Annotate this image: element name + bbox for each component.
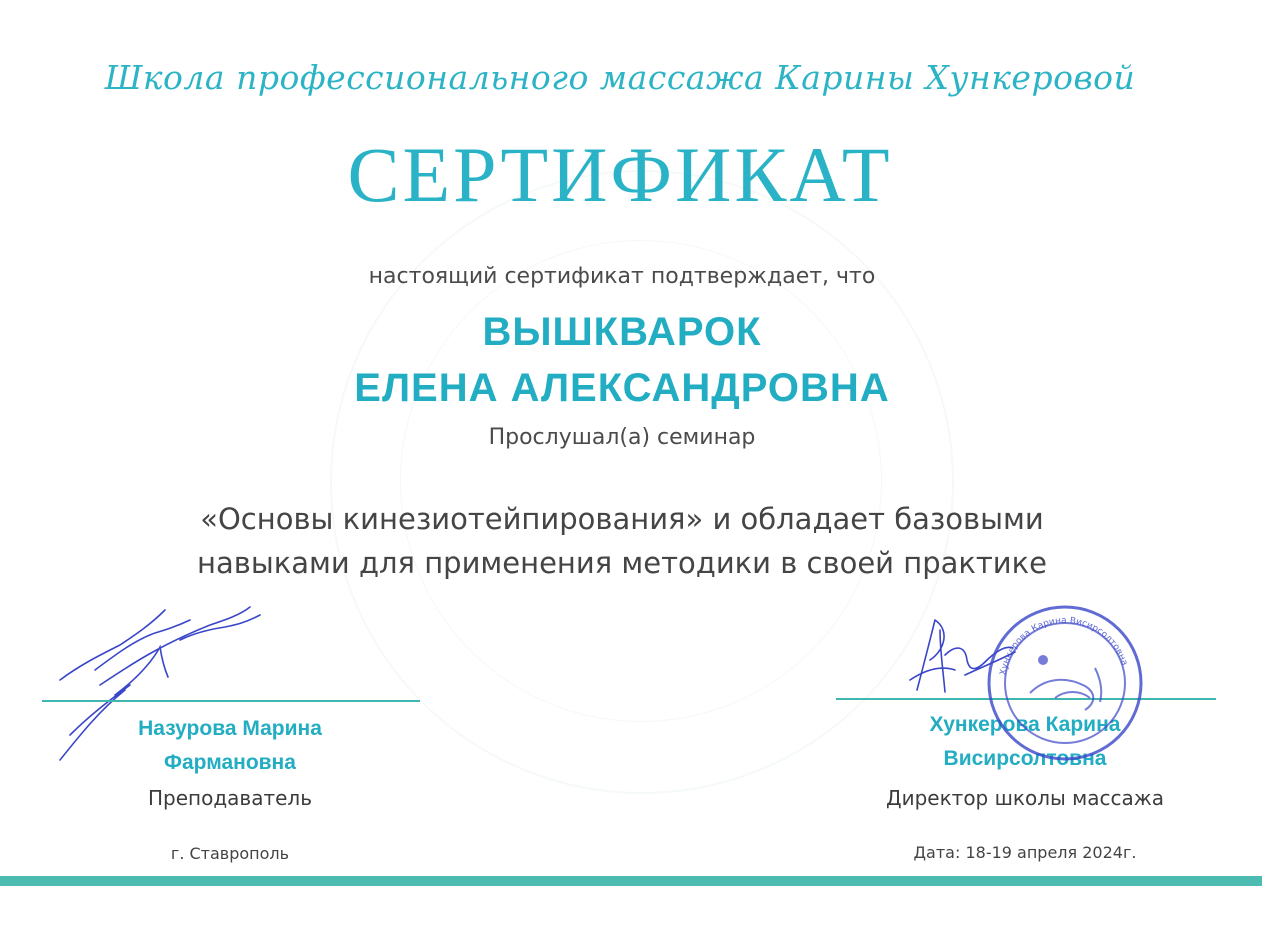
issue-date: Дата: 18-19 апреля 2024г. [913,843,1137,862]
stamp-text: Хункерова Карина Висирсолтовна [998,615,1130,677]
course-line-2: навыками для применения методики в своей практике [197,546,1047,580]
teacher-role: Преподаватель [147,786,312,810]
city: г. Ставрополь [170,844,290,863]
attended-text: Прослушал(а) семинар [488,425,756,450]
bottom-stripe [0,876,1262,886]
teacher-name-line-1: Назурова Марина [138,717,322,740]
course-line-1: «Основы кинезиотейпирования» и обладает базовыми [200,502,1044,536]
teacher-signature-line [42,700,420,702]
school-name: Школа профессионального массажа Карины Хункеровой [104,58,1136,97]
director-signature [895,600,1045,710]
recipient-surname: ВЫШКВАРОК [482,310,762,354]
confirms-text: настоящий сертификат подтверждает, что [368,264,876,289]
director-role: Директор школы массажа [885,786,1165,810]
certificate-title: СЕРТИФИКАТ [347,131,893,218]
director-name-line-2: Висирсолтовна [943,747,1107,770]
teacher-name [90,712,370,780]
teacher-name-line-2: Фармановна [164,751,296,774]
director-name-line-1: Хункерова Карина [929,713,1121,736]
recipient-given-names: ЕЛЕНА АЛЕКСАНДРОВНА [354,366,890,410]
